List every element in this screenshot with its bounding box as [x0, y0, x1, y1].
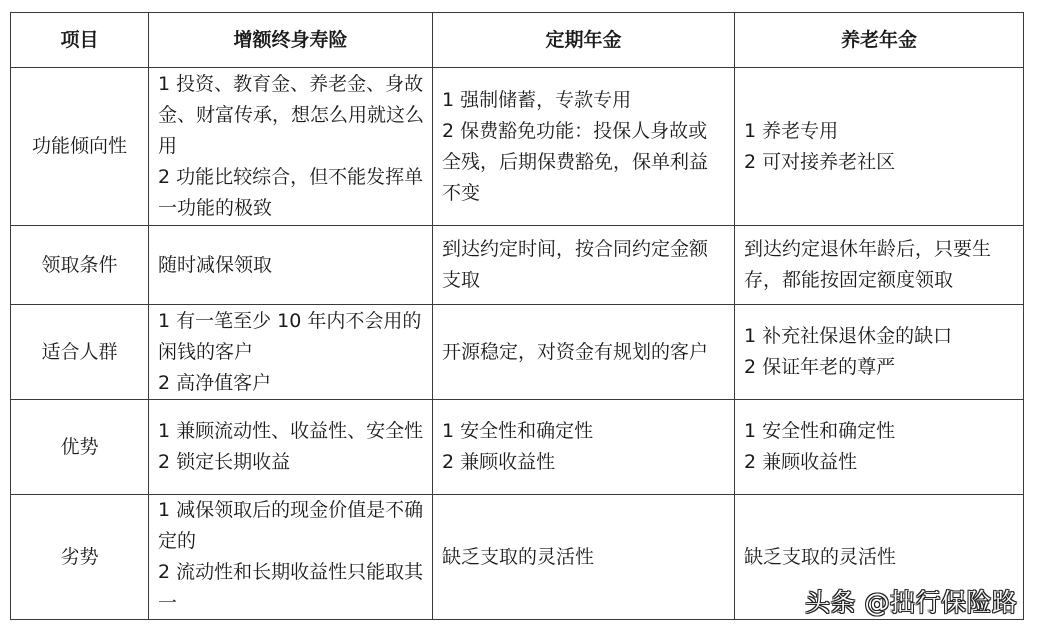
- table-cell: [735, 305, 1024, 400]
- table-cell: [149, 68, 433, 226]
- cell-line: 随时减保领取: [158, 253, 273, 276]
- cell-line: 缺乏支取的灵活性: [744, 545, 897, 568]
- header-pension-annuity: 养老年金: [735, 13, 1024, 68]
- cell-line: 到达约定时间，按合同约定金额支取: [442, 238, 709, 291]
- table-cell: [433, 226, 735, 305]
- table-cell: [735, 226, 1024, 305]
- header-increasing-whole-life: 增额终身寿险: [149, 13, 433, 68]
- cell-line: 2 流动性和长期收益性只能取其一: [158, 561, 424, 614]
- cell-line: 2 可对接养老社区: [744, 150, 896, 173]
- header-item: 项目: [11, 13, 149, 68]
- cell-line: 1 有一笔至少 10 年内不会用的闲钱的客户: [158, 309, 422, 363]
- row-label: 劣势: [11, 495, 149, 620]
- row-label: 领取条件: [11, 226, 149, 305]
- cell-line: 2 兼顾收益性: [744, 451, 858, 473]
- cell-line: 1 安全性和确定性: [744, 420, 896, 442]
- cell-line: 2 高净值客户: [158, 371, 272, 394]
- table-row: [11, 68, 1024, 226]
- table-cell: [433, 400, 735, 495]
- table-header-row: [11, 13, 1024, 68]
- comparison-table: [10, 12, 1024, 620]
- row-label: 适合人群: [11, 305, 149, 400]
- cell-line: 2 保证年老的尊严: [744, 356, 896, 378]
- table-cell: [433, 495, 735, 620]
- cell-line: 缺乏支取的灵活性: [442, 545, 595, 568]
- cell-line: 2 功能比较综合，但不能发挥单一功能的极致: [158, 166, 424, 219]
- table-cell: [735, 400, 1024, 495]
- cell-line: 到达约定退休年龄后，只要生存，都能按固定额度领取: [744, 238, 992, 291]
- watermark: 头条 @拙行保险路: [805, 588, 1018, 617]
- table-cell: [149, 226, 433, 305]
- cell-line: 1 兼顾流动性、收益性、安全性: [158, 420, 424, 442]
- table-cell: [433, 68, 735, 226]
- cell-line: 1 安全性和确定性: [442, 420, 594, 442]
- cell-line: 2 保费豁免功能：投保人身故或全残，后期保费豁免，保单利益不变: [442, 119, 709, 204]
- row-label: 优势: [11, 400, 149, 495]
- table-cell: [735, 68, 1024, 226]
- cell-line: 1 补充社保退休金的缺口: [744, 325, 953, 347]
- cell-line: 1 投资、教育金、养老金、身故金、财富传承，想怎么用就这么用: [158, 73, 425, 157]
- cell-line: 2 兼顾收益性: [442, 451, 556, 473]
- cell-line: 1 养老专用: [744, 119, 839, 142]
- cell-line: 1 减保领取后的现金价值是不确定的: [158, 499, 424, 552]
- table-cell: [149, 400, 433, 495]
- table-cell: [433, 305, 735, 400]
- table-row: [11, 400, 1024, 495]
- table-row: [11, 226, 1024, 305]
- cell-line: 开源稳定，对资金有规划的客户: [442, 340, 709, 363]
- header-term-annuity: 定期年金: [433, 13, 735, 68]
- row-label: 功能倾向性: [11, 68, 149, 226]
- table-cell: [149, 305, 433, 400]
- table-cell: [149, 495, 433, 620]
- table-row: [11, 305, 1024, 400]
- cell-line: 1 强制储蓄，专款专用: [442, 88, 632, 111]
- cell-line: 2 锁定长期收益: [158, 451, 291, 473]
